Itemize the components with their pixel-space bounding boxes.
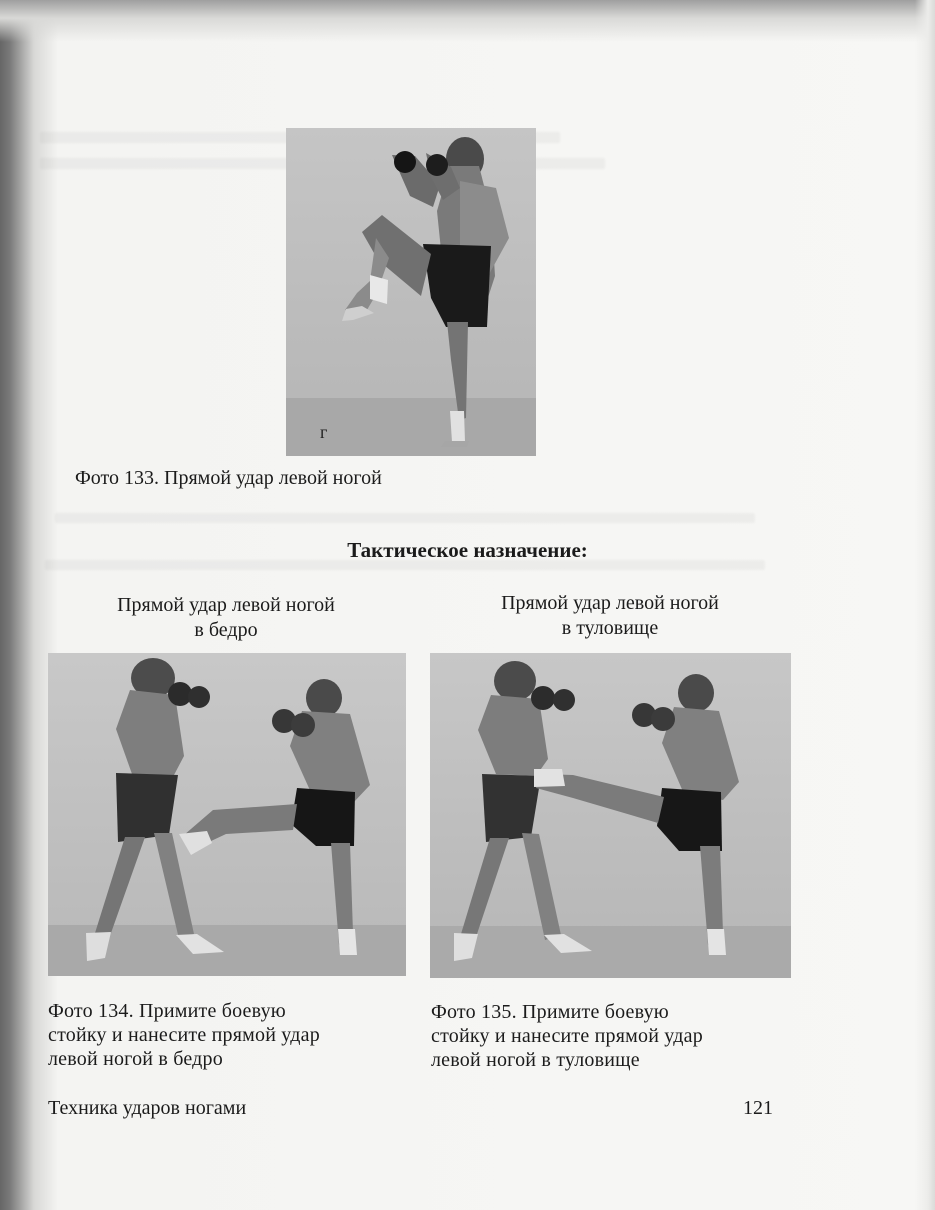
photo-135-caption-line-1: Фото 135. Примите боевую	[431, 1001, 669, 1023]
left-column-title-line-2: в бедро	[194, 619, 258, 641]
photo-135-illustration	[430, 653, 791, 978]
section-title: Тактическое назначение:	[347, 538, 588, 562]
photo-133	[286, 128, 536, 456]
left-column-title-line-1: Прямой удар левой ногой	[117, 594, 335, 616]
show-through-text-3	[55, 513, 755, 523]
photo-134-caption-line-1: Фото 134. Примите боевую	[48, 1000, 286, 1022]
photo-135	[430, 653, 791, 978]
photo-133-corner-label: г	[320, 422, 328, 442]
right-column-title-line-2: в туловище	[561, 617, 659, 639]
photo-133-caption: Фото 133. Прямой удар левой ногой	[75, 467, 382, 489]
photo-135-caption-line-2: стойку и нанесите прямой удар	[431, 1025, 703, 1047]
top-page-shadow	[0, 0, 935, 42]
right-column-title-line-1: Прямой удар левой ногой	[501, 592, 719, 614]
photo-134-caption	[48, 999, 406, 1071]
photo-134-caption-line-3: левой ногой в бедро	[48, 1048, 223, 1070]
photo-134-caption-line-2: стойку и нанесите прямой удар	[48, 1024, 320, 1046]
photo-135-caption-line-3: левой ногой в туловище	[431, 1049, 640, 1071]
photo-134	[48, 653, 406, 976]
right-page-edge	[915, 0, 935, 1210]
left-column-title	[64, 593, 388, 643]
photo-135-caption	[431, 1000, 792, 1072]
page-number: 121	[743, 1097, 773, 1119]
chapter-footer: Техника ударов ногами	[48, 1097, 247, 1119]
photo-134-illustration	[48, 653, 406, 976]
photo-133-illustration	[286, 128, 536, 456]
right-column-title	[446, 591, 774, 641]
